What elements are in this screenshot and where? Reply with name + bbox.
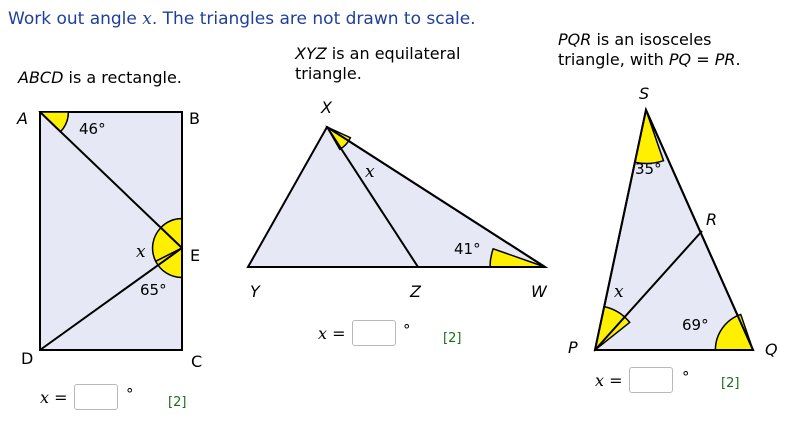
figure2-caption-rest-2: triangle.: [295, 64, 362, 83]
figure2-caption: [295, 44, 460, 84]
answer-input-fig1[interactable]: [74, 384, 118, 410]
unknown-x-fig2: x: [365, 162, 375, 182]
unknown-x-fig3: x: [614, 282, 624, 302]
angle-69-label: 69°: [682, 316, 709, 334]
angle-46-label: 46°: [79, 120, 106, 138]
figure3-caption-shape: PQR: [558, 30, 592, 49]
figure3-caption-pr: PR: [714, 50, 736, 69]
figure3-caption-rest-2a: triangle, with: [558, 50, 669, 69]
figure3-answer: [595, 367, 673, 393]
figure2-triangle: [248, 127, 545, 267]
angle-65-label: 65°: [140, 281, 167, 299]
figure2-answer: [318, 320, 396, 346]
vertex-b: B: [189, 109, 200, 128]
angle-35-label: 35°: [635, 160, 662, 178]
figure2-caption-shape: XYZ: [295, 44, 327, 63]
degree-symbol-fig3: °: [682, 368, 690, 386]
figure1-caption-shape: ABCD: [18, 68, 64, 87]
figure3-triangle: [595, 110, 753, 350]
figure3-caption-rest-1: is an isosceles: [591, 30, 712, 49]
figure3-caption: [558, 30, 741, 70]
marks-fig2: [2]: [443, 331, 462, 346]
figure1-answer: [40, 384, 118, 410]
angle-41-label: 41°: [454, 240, 481, 258]
unknown-x-fig1: x: [136, 242, 146, 262]
degree-symbol-fig1: °: [126, 385, 134, 403]
figure3-caption-period: .: [735, 50, 741, 69]
vertex-z: Z: [410, 282, 421, 301]
vertex-d: D: [21, 349, 34, 368]
vertex-c: C: [191, 352, 203, 371]
marks-fig3: [2]: [721, 376, 740, 391]
vertex-p: P: [568, 338, 578, 357]
vertex-s: S: [639, 84, 650, 103]
question-variable: x: [142, 9, 152, 29]
question-suffix: . The triangles are not drawn to scale.: [151, 9, 476, 29]
answer-input-fig2[interactable]: [352, 320, 396, 346]
vertex-y: Y: [250, 282, 260, 301]
vertex-q: Q: [765, 340, 778, 359]
vertex-e: E: [190, 246, 201, 265]
answer-label-fig2: x =: [318, 323, 346, 343]
degree-symbol-fig2: °: [403, 321, 411, 339]
vertex-w: W: [531, 282, 547, 301]
figure1-caption: [18, 68, 182, 88]
question-prefix: Work out angle: [8, 9, 143, 29]
vertex-x: X: [321, 98, 332, 117]
triangle-xyw: [248, 127, 545, 267]
vertex-r: R: [706, 210, 718, 229]
figure3-caption-equals: =: [691, 50, 715, 69]
marks-fig1: [2]: [168, 395, 187, 410]
figure3-caption-pq: PQ: [668, 50, 692, 69]
answer-input-fig3[interactable]: [629, 367, 673, 393]
answer-label-fig1: x =: [40, 387, 68, 407]
figure2-caption-rest-1: is an equilateral: [326, 44, 461, 63]
answer-label-fig3: x =: [595, 370, 623, 390]
vertex-a: A: [17, 109, 28, 128]
figure1-rectangle: [40, 112, 186, 350]
figure1-caption-rest: is a rectangle.: [63, 68, 182, 87]
